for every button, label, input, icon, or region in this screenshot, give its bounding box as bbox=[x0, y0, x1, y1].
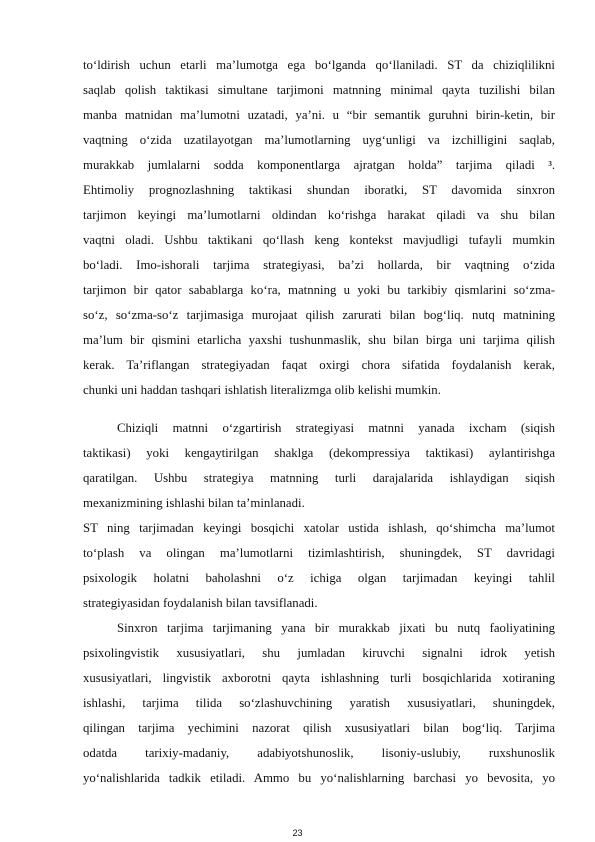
text-line: to‘plash va olingan ma’lumotlarni tizimlashtirish, shuningdek, ST davridagi bbox=[83, 546, 555, 560]
text-line: bo‘ladi. Imo-ishorali tarjima strategiyasi, ba’zi hollarda, bir vaqtning o‘zida bbox=[83, 258, 555, 272]
text-line: xususiyatlari, lingvistik axborotni qayta ishlashning turli bosqichlarida xotiraning bbox=[83, 671, 555, 685]
text-line: mexanizmining ishlashi bilan ta’minlanadi. bbox=[83, 496, 305, 510]
text-line: taktikasi) yoki kengaytirilgan shaklga (dekompressiya taktikasi) aylantirishga bbox=[83, 446, 555, 460]
text-line: manba matnidan ma’lumotni uzatadi, ya’ni. u “bir semantik guruhni birin-ketin, bir bbox=[83, 108, 555, 122]
paragraph-first-line: Sinxron tarjima tarjimaning yana bir murakkab jixati bu nutq faoliyatining bbox=[117, 621, 555, 635]
text-line: tarjimon keyingi ma’lumotlarni oldindan ko‘rishga harakat qiladi va shu bilan bbox=[83, 208, 555, 222]
text-line: to‘ldirish uchun etarli ma’lumotga ega bo‘lganda qo‘llaniladi. ST da chiziqlilikni bbox=[83, 58, 555, 72]
page-number: 23 bbox=[292, 828, 303, 838]
text-line: strategiyasidan foydalanish bilan tavsiflanadi. bbox=[83, 596, 318, 610]
paragraph-first-line: Chiziqli matnni o‘zgartirish strategiyasi matnni yanada ixcham (siqish bbox=[117, 421, 555, 435]
text-line-with-footnote bbox=[83, 157, 555, 173]
text-line: murakkab jumlalarni sodda komponentlarga ajratgan holda” tarjima qiladi bbox=[83, 158, 535, 172]
footnote-reference: 3 bbox=[548, 160, 552, 168]
text-line: vaqtning o‘zida uzatilayotgan ma’lumotlarning uyg‘unligi va izchilligini saqlab, bbox=[83, 133, 555, 147]
text-line: chunki uni haddan tashqari ishlatish literalizmga olib kelishi mumkin. bbox=[83, 383, 441, 397]
text-line: ishlashi, tarjima tilida so‘zlashuvchining yaratish xususiyatlari, shuningdek, bbox=[83, 696, 555, 710]
text-line: qilingan tarjima yechimini nazorat qilish xususiyatlari bilan bog‘liq. Tarjima bbox=[83, 721, 555, 735]
text-line: yo‘nalishlarida tadkik etiladi. Ammo bu yo‘nalishlarning barchasi yo bevosita, yo bbox=[83, 771, 555, 785]
text-line: odatda tarixiy-madaniy, adabiyotshunoslik, lisoniy-uslubiy, ruxshunoslik bbox=[83, 746, 555, 760]
text-line: vaqtni oladi. Ushbu taktikani qo‘llash keng kontekst mavjudligi tufayli mumkin bbox=[83, 233, 555, 247]
text-line: ma’lum bir qismini etarlicha yaxshi tushunmaslik, shu bilan birga uni tarjima qilish bbox=[83, 333, 555, 347]
text-line: psixologik holatni baholashni o‘z ichiga olgan tarjimadan keyingi tahlil bbox=[83, 571, 555, 585]
text-line: ST ning tarjimadan keyingi bosqichi xatolar ustida ishlash, qo‘shimcha ma’lumot bbox=[83, 521, 555, 535]
text-line: qaratilgan. Ushbu strategiya matnning turli darajalarida ishlaydigan siqish bbox=[83, 471, 555, 485]
text-line: kerak. Ta’riflangan strategiyadan faqat oxirgi chora sifatida foydalanish kerak, bbox=[83, 358, 555, 372]
sentence-period: . bbox=[551, 158, 556, 172]
text-line: Ehtimoliy prognozlashning taktikasi shundan iboratki, ST davomida sinxron bbox=[83, 183, 555, 197]
text-line: so‘z, so‘zma-so‘z tarjimasiga murojaat qilish zarurati bilan bog‘liq. nutq matnining bbox=[83, 308, 555, 322]
text-line: psixolingvistik xususiyatlari, shu jumladan kiruvchi signalni idrok yetish bbox=[83, 646, 555, 660]
text-line: tarjimon bir qator sabablarga ko‘ra, matnning u yoki bu tarkibiy qismlarini so‘zma- bbox=[83, 283, 555, 297]
text-line: saqlab qolish taktikasi simultane tarjimoni matnning minimal qayta tuzilishi bilan bbox=[83, 83, 555, 97]
